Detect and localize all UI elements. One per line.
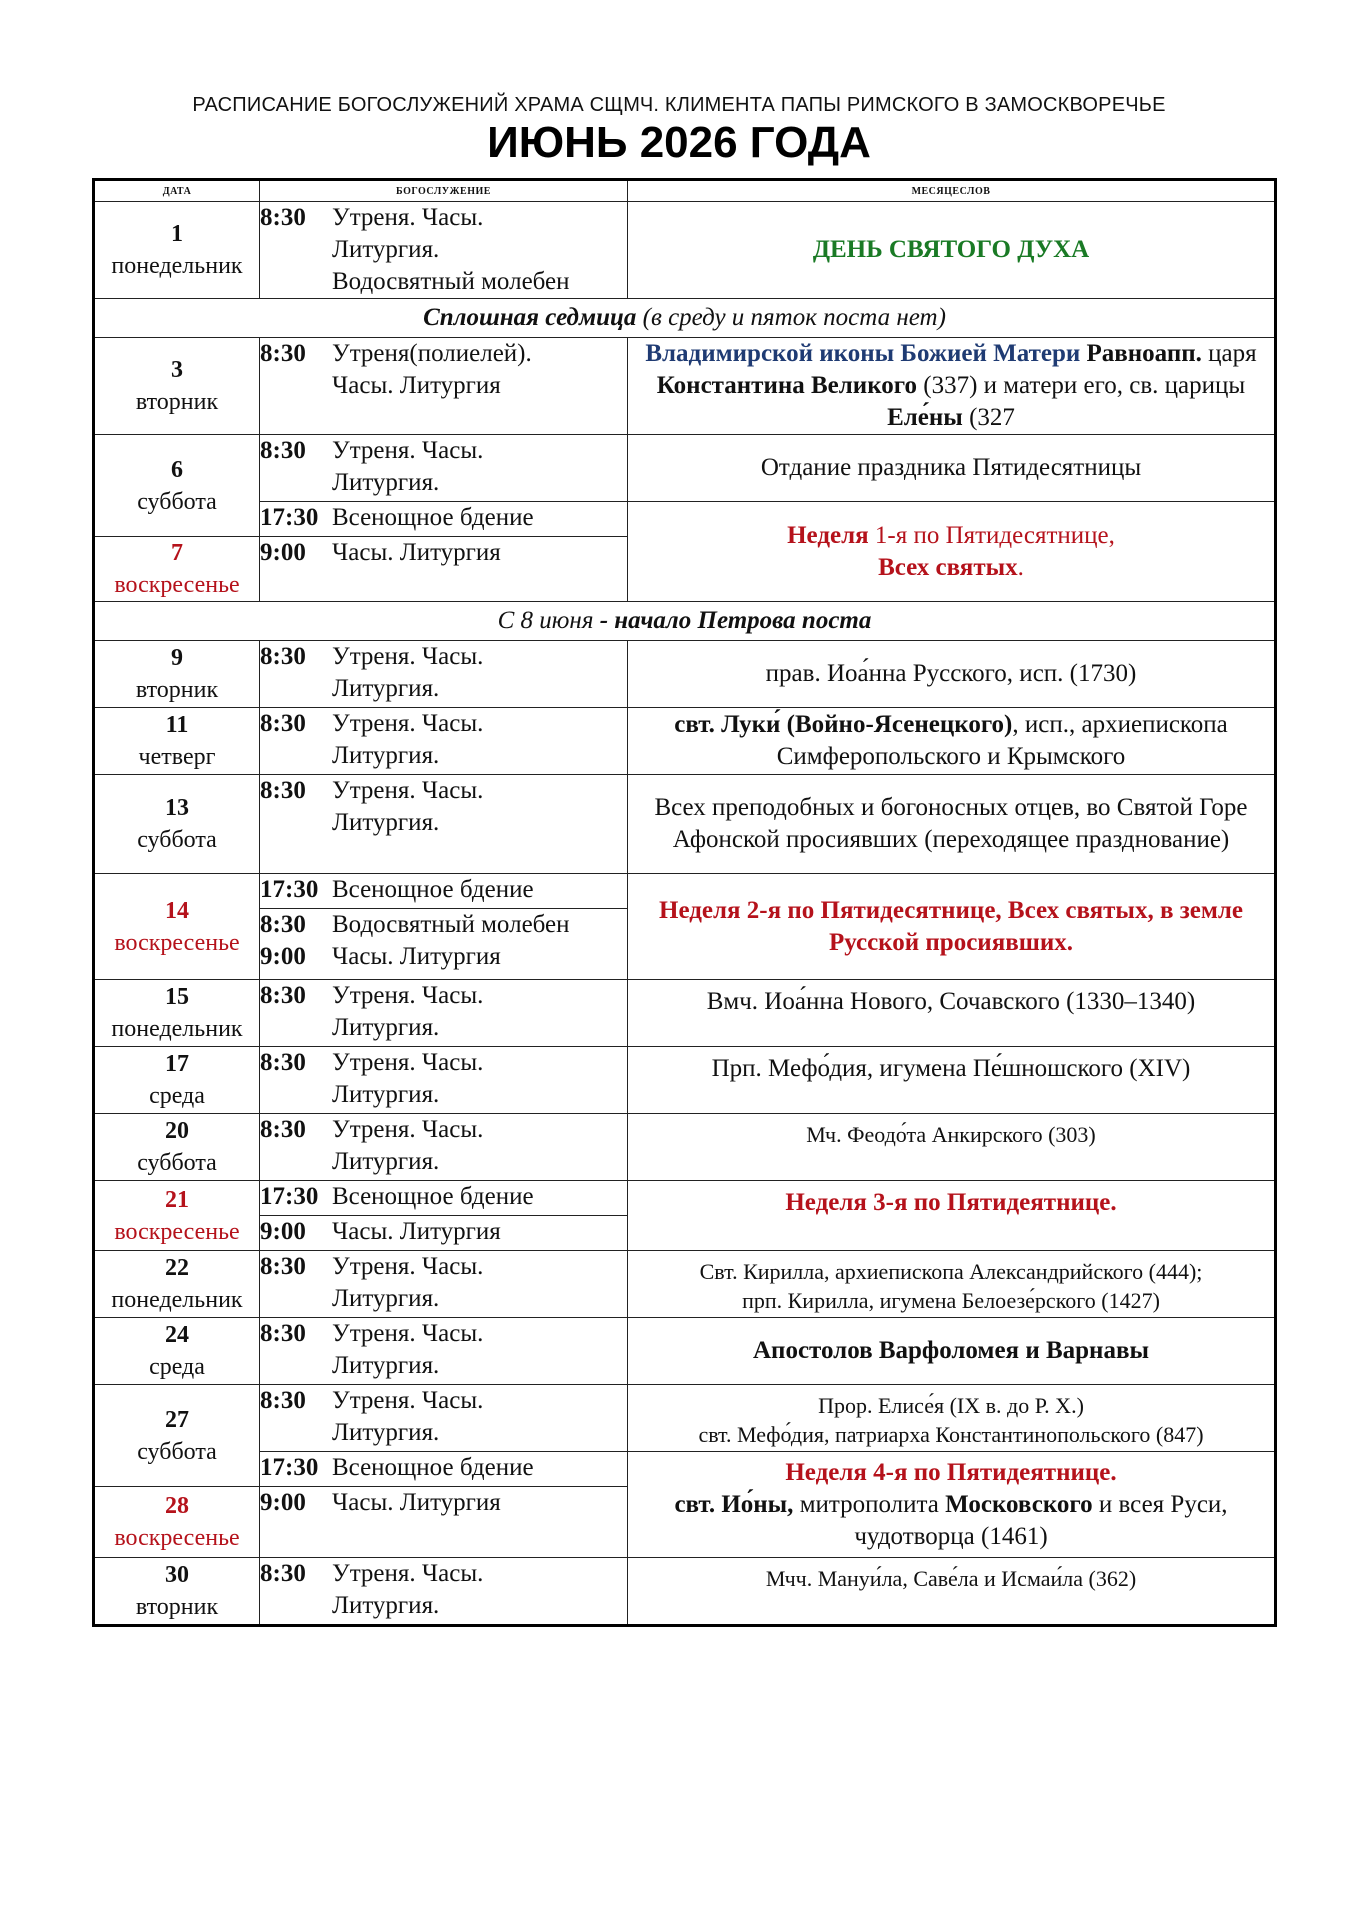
table-row <box>94 202 1276 299</box>
weekday: суббота <box>137 1438 217 1465</box>
calendar-cell <box>628 641 1276 708</box>
page-title: ИЮНЬ 2026 ГОДА <box>487 118 871 167</box>
service-text: Литургия. <box>332 1014 440 1041</box>
weekday: среда <box>149 1354 205 1380</box>
service-time: 9:00 <box>260 1489 306 1516</box>
service-cell <box>260 980 628 1047</box>
service-time: 9:00 <box>260 943 306 970</box>
service-text: Часы. Литургия <box>332 372 501 399</box>
service-text: Часы. Литургия <box>332 1218 501 1245</box>
service-text: Литургия. <box>332 1419 440 1446</box>
service-cell <box>260 1047 628 1114</box>
weekday: воскресенье <box>114 1525 240 1551</box>
feast-name: Вмч. Иоа́нна Нового, Сочавского (1330–1340) <box>706 988 1196 1015</box>
date-cell <box>94 874 260 980</box>
table-row <box>94 980 1276 1047</box>
calendar-cell <box>628 1047 1276 1114</box>
service-time: 8:30 <box>260 710 306 737</box>
day-number: 27 <box>165 1406 189 1433</box>
service-text: Часы. Литургия <box>332 1489 501 1516</box>
service-cell <box>260 874 628 909</box>
date-cell <box>94 1114 260 1181</box>
service-cell <box>260 1385 628 1452</box>
feast-name: Свт. Кирилла, архиепископа Александрийского (444); <box>699 1259 1203 1284</box>
table-header-row <box>94 180 1276 202</box>
weekday: вторник <box>135 389 219 415</box>
service-text: Часы. Литургия <box>332 943 501 970</box>
service-time: 9:00 <box>260 539 306 566</box>
weekday: суббота <box>137 1150 217 1176</box>
date-cell <box>94 435 260 537</box>
service-cell <box>260 537 628 602</box>
table-row <box>94 1181 1276 1216</box>
day-number: 13 <box>165 795 189 821</box>
service-text: Всенощное бдение <box>332 504 534 531</box>
day-number: 17 <box>165 1051 189 1077</box>
table-row <box>94 1114 1276 1181</box>
note-text: (в среду и пяток поста нет) <box>636 304 946 331</box>
calendar-cell <box>628 1558 1276 1626</box>
schedule-table <box>92 178 1277 1627</box>
service-text: Литургия. <box>332 742 440 769</box>
table-row <box>94 1452 1276 1487</box>
service-time: 8:30 <box>260 1387 306 1414</box>
service-time: 17:30 <box>260 876 319 903</box>
lent-note <box>94 602 1276 641</box>
feast-name: Неделя 2-я по Пятидесятнице, Всех святых, в земле Русской просиявших. <box>659 896 1243 956</box>
service-time: 8:30 <box>260 1049 306 1076</box>
day-number: 20 <box>165 1118 189 1144</box>
day-number: 21 <box>165 1186 189 1213</box>
calendar-cell <box>628 202 1276 299</box>
service-text: Утреня(полиелей). <box>332 340 532 367</box>
feast-name: Всех преподобных и богоносных отцев, во Святой Горе Афонской просиявших (переходящее празднование) <box>654 794 1248 853</box>
calendar-cell <box>628 1114 1276 1181</box>
date-cell <box>94 1385 260 1487</box>
calendar-cell <box>628 874 1276 980</box>
service-text: Литургия. <box>332 1352 440 1379</box>
calendar-cell <box>628 1251 1276 1318</box>
service-cell <box>260 775 628 874</box>
column-header-calendar: МЕСЯЦЕСЛОВ <box>628 180 1276 202</box>
day-number: 14 <box>165 897 189 924</box>
weekday: среда <box>149 1083 205 1109</box>
weekday: вторник <box>135 677 219 703</box>
day-number: 1 <box>171 221 183 247</box>
service-text: Водосвятный молебен <box>332 268 570 295</box>
column-header-date: ДАТА <box>94 180 260 202</box>
feast-name: Мч. Феодо́та Анкирского (303) <box>806 1122 1096 1147</box>
service-text: Литургия. <box>332 1592 440 1619</box>
calendar-cell <box>628 1318 1276 1385</box>
table-row <box>94 874 1276 909</box>
date-cell <box>94 980 260 1047</box>
feast-name: Прор. Елисе́я (IX в. до Р. Х.) <box>818 1393 1084 1418</box>
calendar-cell <box>628 1385 1276 1452</box>
feast-name: Неделя 3-я по Пятидеятнице. <box>785 1189 1117 1216</box>
feast-name: Мчч. Мануи́ла, Саве́ла и Исмаи́ла (362) <box>765 1566 1137 1591</box>
date-cell <box>94 1487 260 1558</box>
service-text: Утреня. Часы. <box>332 1387 484 1414</box>
table-row <box>94 502 1276 537</box>
feast-name: свт. Луки́ (Войно-Ясенецкого) <box>674 711 1013 738</box>
calendar-cell <box>628 980 1276 1047</box>
feast-name: прп. Кирилла, игумена Белоезе́рского (1427) <box>742 1288 1160 1313</box>
date-cell <box>94 775 260 874</box>
service-text: Литургия. <box>332 675 440 702</box>
day-number: 3 <box>171 357 183 383</box>
date-cell <box>94 1181 260 1251</box>
date-cell <box>94 537 260 602</box>
calendar-cell <box>628 435 1276 502</box>
table-row <box>94 1558 1276 1626</box>
service-text: Утреня. Часы. <box>332 982 484 1009</box>
day-number: 24 <box>165 1322 189 1348</box>
feast-name: Прп. Мефо́дия, игумена Пе́шношского (XIV) <box>711 1055 1191 1082</box>
service-cell <box>260 435 628 502</box>
service-text: Литургия. <box>332 1148 440 1175</box>
service-text: Всенощное бдение <box>332 1183 534 1210</box>
service-text: Утреня. Часы. <box>332 1560 484 1587</box>
service-time: 8:30 <box>260 982 306 1009</box>
feast-name: прав. Иоа́нна Русского, исп. (1730) <box>765 660 1137 687</box>
service-time: 8:30 <box>260 643 306 670</box>
table-row <box>94 1385 1276 1452</box>
table-row <box>94 1047 1276 1114</box>
service-time: 17:30 <box>260 1183 319 1210</box>
calendar-cell <box>628 775 1276 874</box>
table-row <box>94 435 1276 502</box>
service-cell <box>260 1251 628 1318</box>
service-time: 8:30 <box>260 1116 306 1143</box>
service-cell <box>260 1181 628 1216</box>
service-cell <box>260 1114 628 1181</box>
service-text: Утреня. Часы. <box>332 204 484 231</box>
weekday: воскресенье <box>114 929 240 956</box>
service-time: 8:30 <box>260 777 306 804</box>
service-cell <box>260 1558 628 1626</box>
feast-name: Неделя 4-я по Пятидеятнице. <box>785 1458 1117 1486</box>
calendar-cell: Неделя 4-я по Пятидеятнице. свт. Ио́ны, митрополита Московского и всея Руси, чудотворца (1461) <box>628 1452 1276 1558</box>
service-cell <box>260 1452 628 1487</box>
service-text: Утреня. Часы. <box>332 710 484 737</box>
service-text: Литургия. <box>332 469 440 496</box>
service-time: 8:30 <box>260 437 306 464</box>
calendar-cell <box>628 1181 1276 1251</box>
date-cell <box>94 1558 260 1626</box>
service-text: Утреня. Часы. <box>332 1320 484 1347</box>
day-number: 6 <box>171 456 183 483</box>
weekday: понедельник <box>111 253 243 279</box>
service-text: Часы. Литургия <box>332 539 501 566</box>
feast-name: Апостолов Варфоломея и Варнавы <box>753 1337 1149 1364</box>
church-subtitle: РАСПИСАНИЕ БОГОСЛУЖЕНИЙ ХРАМА СЩМЧ. КЛИМЕНТА ПАПЫ РИМСКОГО В ЗАМОСКВОРЕЧЬЕ <box>192 94 1166 116</box>
calendar-cell: Владимирской иконы Божией Матери Равноапп. царя Константина Великого (337) и матери его, св. царицы Еле́ны (327 <box>628 338 1276 435</box>
service-time: 17:30 <box>260 504 319 531</box>
table-row <box>94 775 1276 874</box>
service-text: Утреня. Часы. <box>332 1049 484 1076</box>
table-row <box>94 1318 1276 1385</box>
table-row <box>94 1251 1276 1318</box>
feast-name: Владимирской иконы Божией Матери <box>645 340 1081 367</box>
service-text: Всенощное бдение <box>332 876 534 903</box>
service-text: Литургия. <box>332 236 440 263</box>
weekday: четверг <box>138 744 216 770</box>
date-cell <box>94 202 260 299</box>
table-row <box>94 641 1276 708</box>
feast-name: Отдание праздника Пятидесятницы <box>760 454 1142 481</box>
date-cell <box>94 641 260 708</box>
week-note <box>94 299 1276 338</box>
feast-name: Неделя <box>787 521 869 549</box>
service-text: Утреня. Часы. <box>332 643 484 670</box>
service-time: 8:30 <box>260 204 306 231</box>
service-text: Литургия. <box>332 1285 440 1312</box>
weekday: воскресенье <box>114 572 240 598</box>
service-time: 8:30 <box>260 1560 306 1587</box>
day-number: 7 <box>171 540 183 566</box>
date-cell <box>94 338 260 435</box>
note-bold: Сплошная седмица <box>423 304 637 331</box>
note-bold: - начало Петрова поста <box>593 607 872 634</box>
table-row <box>94 338 1276 435</box>
note-text: С 8 июня <box>497 607 594 634</box>
weekday: вторник <box>135 1594 219 1620</box>
service-time: 17:30 <box>260 1454 319 1481</box>
day-number: 30 <box>165 1562 189 1588</box>
date-cell <box>94 1047 260 1114</box>
service-cell <box>260 1216 628 1251</box>
service-cell <box>260 1487 628 1558</box>
date-cell <box>94 708 260 775</box>
note-row <box>94 602 1276 641</box>
service-cell <box>260 909 628 980</box>
day-number: 9 <box>171 645 183 671</box>
service-text: Литургия. <box>332 1081 440 1108</box>
service-cell <box>260 338 628 435</box>
date-cell <box>94 1251 260 1318</box>
date-cell <box>94 1318 260 1385</box>
weekday: суббота <box>137 827 217 853</box>
service-text: Утреня. Часы. <box>332 777 484 804</box>
weekday: суббота <box>137 488 217 515</box>
feast-name: ДЕНЬ СВЯТОГО ДУХА <box>812 236 1090 263</box>
service-text: Утреня. Часы. <box>332 437 484 464</box>
calendar-cell: свт. Луки́ (Войно-Ясенецкого), исп., архиепископа Симферопольского и Крымского <box>628 708 1276 775</box>
service-cell <box>260 202 628 299</box>
service-time: 9:00 <box>260 1218 306 1245</box>
weekday: понедельник <box>111 1287 243 1313</box>
service-cell <box>260 641 628 708</box>
calendar-cell: Неделя 1-я по Пятидесятнице, Всех святых. <box>628 502 1276 602</box>
service-text: Всенощное бдение <box>332 1454 534 1481</box>
day-number: 11 <box>165 712 189 738</box>
column-header-service: БОГОСЛУЖЕНИЕ <box>260 180 628 202</box>
service-text: Водосвятный молебен <box>332 911 570 938</box>
service-time: 8:30 <box>260 911 306 938</box>
note-row <box>94 299 1276 338</box>
day-number: 15 <box>165 984 189 1010</box>
day-number: 28 <box>165 1493 189 1519</box>
service-time: 8:30 <box>260 1253 306 1280</box>
service-text: Утреня. Часы. <box>332 1116 484 1143</box>
table-row <box>94 708 1276 775</box>
service-cell <box>260 502 628 537</box>
feast-name: свт. Мефо́дия, патриарха Константинопольского (847) <box>698 1422 1204 1447</box>
weekday: понедельник <box>111 1016 243 1042</box>
service-cell <box>260 1318 628 1385</box>
service-text: Утреня. Часы. <box>332 1253 484 1280</box>
service-time: 8:30 <box>260 340 306 367</box>
service-text: Литургия. <box>332 809 440 836</box>
weekday: воскресенье <box>114 1218 240 1245</box>
day-number: 22 <box>165 1255 189 1281</box>
service-cell <box>260 708 628 775</box>
service-time: 8:30 <box>260 1320 306 1347</box>
